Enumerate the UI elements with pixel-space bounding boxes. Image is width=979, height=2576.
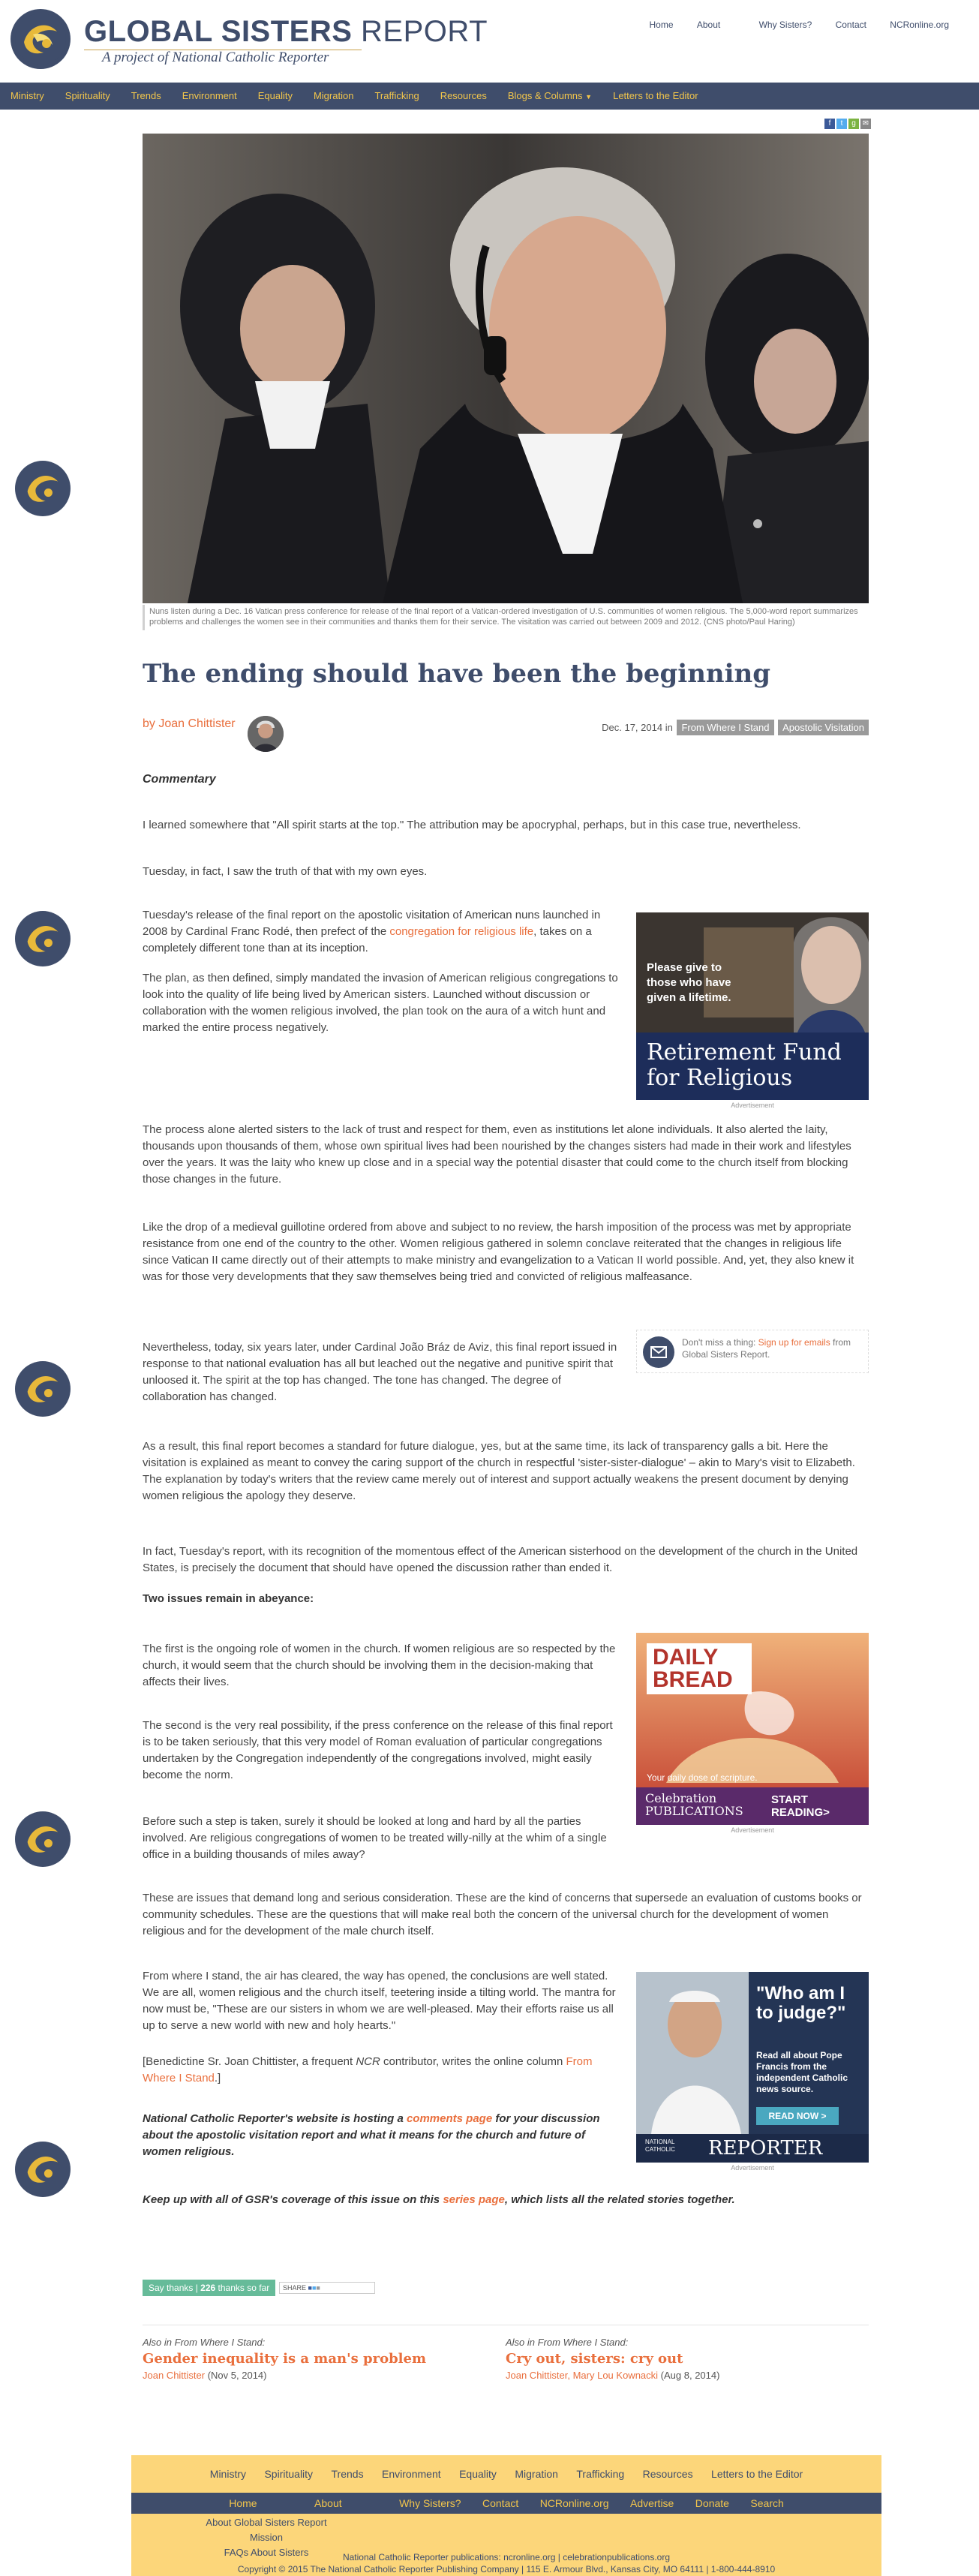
column-link[interactable]: From Where I Stand (143, 2055, 593, 2085)
footer-link-home[interactable]: Home (229, 2497, 257, 2509)
paragraph: From where I stand, the air has cleared, the way has opened, the conclusions are well stated. We are all, women religious and the church itself, teetering inside a tilting world. The mantra for now must be, "These are our sisters in whom we are well-pleased. May their efforts raise us all up to serve a new world with new and holy hearts." (143, 1970, 616, 2032)
signup-text: Don't miss a thing: (682, 1337, 758, 1348)
main-nav (0, 83, 979, 110)
bio-text: contributor, writes the online column (380, 2055, 566, 2068)
thanks-suffix: thanks so far (218, 2283, 270, 2293)
nav-spirituality[interactable]: Spirituality (65, 90, 110, 101)
footer-nav-ministry[interactable]: Ministry (209, 2468, 247, 2480)
footer-link-advertise[interactable]: Advertise (629, 2497, 674, 2509)
signup-link[interactable]: Sign up for emails (758, 1337, 830, 1348)
hero-caption: Nuns listen during a Dec. 16 Vatican press conference for release of the final report of a Vatican-ordered investigation of U.S. communities of women religious. The 5,000-word report summarizes problems and challenges the women see in their communities and thanks them for their service. The visitation was carried out between 2009 and 2012. (CNS photo/Paul Haring) (143, 605, 869, 630)
site-title[interactable] (84, 15, 488, 49)
google-plus-icon[interactable]: g (848, 119, 859, 129)
ad3-brand: REPORTER (708, 2137, 823, 2160)
ad-retirement-fund[interactable] (636, 912, 869, 1100)
side-globe-icon (15, 1361, 71, 1417)
byline-prefix: by (143, 717, 155, 730)
dateline-in: in (665, 722, 673, 733)
footer-nav-trafficking[interactable]: Trafficking (576, 2468, 625, 2480)
top-link-why-sisters[interactable]: Why Sisters? (758, 20, 812, 30)
email-signup-box (636, 1330, 869, 1373)
footer-nav-migration[interactable]: Migration (515, 2468, 558, 2480)
email-icon[interactable]: ✉ (860, 119, 871, 129)
section-heading: Two issues remain in abeyance: (143, 1592, 314, 1605)
footer-link-search[interactable]: Search (750, 2497, 784, 2509)
related-date: (Aug 8, 2014) (660, 2370, 720, 2381)
share-mini-icons: ■ (311, 2284, 317, 2292)
nav-blogs-columns[interactable] (497, 83, 602, 110)
copyright-text: Copyright © 2015 The National Catholic Reporter Publishing Company | 115 E. Armour Blvd., Kansas City, MO 64111 | 1-800-444-8910 (237, 2564, 776, 2574)
signup-text: from Global Sisters Report. (682, 1337, 851, 1360)
envelope-icon (643, 1336, 674, 1368)
ad2-brand: Celebration PUBLICATIONS (645, 1791, 743, 1818)
related-title-link[interactable]: Gender inequality is a man's problem (143, 2351, 426, 2367)
bio-text: [Benedictine Sr. Joan Chittister, a frequent (143, 2055, 356, 2068)
footer-link-about[interactable]: About (314, 2497, 342, 2509)
footer-pubs (131, 2551, 881, 2563)
paragraph: The second is the very real possibility, if the press conference on the release of this final report is to be taken seriously, that this very model of Roman evaluation of particular congregations undertaken by the Congregation independently of the congregations involved, might easily become the norm. (143, 1719, 613, 1781)
note-text: , which lists all the related stories together. (504, 2193, 735, 2206)
nav-ministry[interactable]: Ministry (11, 90, 44, 101)
dateline (602, 720, 869, 735)
footer-link-ncronline[interactable]: NCRonline.org (539, 2497, 609, 2509)
paragraph: The plan, as then defined, simply mandated the invasion of American religious congregations to look into the quality of life being lived by American sisters. Launched without discussion or collaboration with the women religious involved, the plan took on the aura of a witch hunt and marked the entire process negatively. (143, 972, 618, 1034)
say-thanks-button[interactable]: Say thanks | 226 thanks so far (143, 2280, 275, 2296)
say-thanks-label: Say thanks (149, 2283, 194, 2293)
footer-bar (131, 2493, 881, 2514)
ad3-quote: "Who am I to judge?" (756, 1983, 846, 2023)
footer-pubs-sep: | (555, 2552, 563, 2562)
ad-label: Advertisement (731, 1826, 774, 1834)
footer-link-contact[interactable]: Contact (482, 2497, 519, 2509)
top-links (629, 20, 950, 30)
footer-nav-resources[interactable]: Resources (642, 2468, 693, 2480)
paragraph: In fact, Tuesday's report, with its recognition of the momentous effect of the American sisterhood on the development of the church in the United States, is precisely the document that should have opened the discussion rather than ended it. (143, 1545, 858, 1574)
paragraph: These are issues that demand long and serious consideration. These are the kind of concerns that supersede an evaluation of customs books or community schedules. These are the questions that will make real both the concern of the universal church for the development of women religious and for the development of the male church itself. (143, 1892, 862, 1937)
related-story (506, 2337, 821, 2381)
footer-celebration-link[interactable]: celebrationpublications.org (563, 2552, 671, 2562)
related-kicker: Also in From Where I Stand: (143, 2337, 266, 2348)
note-text: for your discussion about the apostolic visitation report and what it means for the church and future of women religious. (143, 2112, 600, 2158)
top-link-contact[interactable]: Contact (835, 20, 866, 30)
side-globe-icon (15, 461, 71, 516)
top-link-home[interactable]: Home (649, 20, 674, 30)
footer-nav-environment[interactable]: Environment (382, 2468, 441, 2480)
note-text: National Catholic Reporter's website is hosting a (143, 2112, 407, 2125)
paragraph: I learned somewhere that "All spirit starts at the top." The attribution may be apocryphal, perhaps, but in this case true, nevertheless. (143, 819, 801, 831)
footer-nav-equality[interactable]: Equality (459, 2468, 497, 2480)
side-globe-icon (15, 2142, 71, 2197)
thanks-count: 226 (200, 2283, 216, 2293)
twitter-icon[interactable]: t (836, 119, 847, 129)
footer-mission[interactable]: Mission (249, 2532, 284, 2543)
paragraph: Tuesday, in fact, I saw the truth of that with my own eyes. (143, 865, 428, 878)
site-subtitle: A project of National Catholic Reporter (102, 50, 329, 65)
facebook-icon[interactable]: f (824, 119, 835, 129)
paragraph-text: Tuesday's release of the final report on the apostolic visitation of American nuns launched in 2008 by Cardinal Franc Rodé, then prefect of the (143, 909, 601, 938)
related-author-link[interactable]: Joan Chittister, Mary Lou Kownacki (506, 2370, 659, 2381)
nav-trafficking[interactable]: Trafficking (374, 90, 419, 101)
share-label: SHARE (283, 2284, 307, 2292)
chevron-down-icon: ▼ (585, 93, 593, 101)
nav-resources[interactable]: Resources (440, 90, 487, 101)
ad-label: Advertisement (731, 2164, 774, 2172)
ad2-cta-button[interactable]: START READING> (771, 1793, 830, 1819)
footer-link-donate[interactable]: Donate (695, 2497, 729, 2509)
nav-equality[interactable]: Equality (257, 90, 293, 101)
paragraph: Nevertheless, today, six years later, under Cardinal João Bráz de Aviz, this final report issued in response to that national evaluation has all but leached out the negative and punitive spirit that unloosed it. The spirit at the top has changed. The tone has changed. The degree of collaboration has changed. (143, 1341, 617, 1403)
paragraph-text: , takes on a completely different tone than at its inception. (143, 925, 592, 954)
related-meta (143, 2370, 458, 2381)
related-meta (506, 2370, 821, 2381)
commentary-label: Commentary (143, 773, 216, 786)
paragraph: Before such a step is taken, surely it should be looked at long and hard by all the parties involved. Are religious congregations of women to be treated willy-nilly at the whim of a single office in a building thousands of miles away? (143, 1815, 607, 1861)
related-author-link[interactable]: Joan Chittister (143, 2370, 206, 2381)
note-text: Keep up with all of GSR's coverage of this issue on this (143, 2193, 443, 2206)
nav-letters[interactable]: Letters to the Editor (613, 90, 698, 101)
tag-from-where-i-stand[interactable]: From Where I Stand (677, 720, 773, 735)
article-date: Dec. 17, 2014 (602, 722, 663, 733)
side-globe-icon (15, 1811, 71, 1867)
side-globe-icon (15, 911, 71, 966)
site-footer (131, 2455, 881, 2576)
paragraph: The process alone alerted sisters to the lack of trust and respect for them, even as institutions let alone individuals. It also alerted the laity, thousands upon thousands of them, whose own spiritual lives had been nourished by the changes sisters had made in their work and lifestyles over the years. It was the laity who knew up close and in a special way the potential disaster that could come to the church itself from blocking those changes in the future. (143, 1123, 851, 1186)
related-kicker: Also in From Where I Stand: (506, 2337, 629, 2348)
ad2-title: DAILY BREAD (647, 1643, 752, 1694)
ad-daily-bread[interactable] (636, 1633, 869, 1825)
article-title: The ending should have been the beginning (143, 659, 771, 689)
paragraph: The first is the ongoing role of women in the church. If women religious are so respected by the church, it would seem that the church should be involving them in the decision-making that affects their lives. (143, 1643, 616, 1688)
ad1-text: Please give to those who have given a lifetime. (647, 961, 731, 1004)
ad3-brand-small: NATIONAL CATHOLIC (645, 2139, 675, 2153)
top-link-ncronline[interactable]: NCRonline.org (890, 20, 949, 30)
share-mini-icons: ■ (316, 2284, 320, 2292)
author-avatar[interactable] (248, 716, 284, 752)
paragraph (143, 2054, 623, 2087)
footer-faqs[interactable]: FAQs About Sisters (224, 2547, 309, 2558)
footer-copyright (131, 2551, 881, 2575)
nav-migration[interactable]: Migration (313, 90, 354, 101)
author-link[interactable]: Joan Chittister (158, 717, 236, 730)
bio-text: .] (214, 2072, 221, 2085)
series-page-link[interactable]: series page (443, 2193, 505, 2206)
share-mini-icons: ■ (308, 2284, 312, 2292)
site-title-bold: GLOBAL SISTERS (84, 15, 353, 48)
paragraph: Like the drop of a medieval guillotine ordered from above and subject to no review, the harsh imposition of the process was met by appropriate resistance from one end of the country to the other. Women religious gathered in solemn conclave reiterated that the changes in religious life since Vatican II came directly out of their attempts to make ministry and evangelization to a Vatican II world possible. And, yet, they also knew it was for those very developments that they saw themselves being tried and convicted of religious malfeasance. (143, 1221, 854, 1283)
share-button[interactable] (279, 2282, 375, 2294)
related-title-link[interactable]: Cry out, sisters: cry out (506, 2351, 683, 2367)
share-icons (823, 116, 871, 129)
ad3-cta-button[interactable]: READ NOW > (756, 2107, 839, 2125)
tag-apostolic-visitation[interactable]: Apostolic Visitation (778, 720, 869, 735)
ad3-text: Read all about Pope Francis from the independent Catholic news source. (756, 2050, 848, 2094)
footer-about-gsr[interactable]: About Global Sisters Report (206, 2517, 327, 2528)
globe-logo-icon[interactable] (11, 9, 71, 69)
footer-nav-trends[interactable]: Trends (331, 2468, 364, 2480)
footer-ncronline-link[interactable]: ncronline.org (503, 2552, 556, 2562)
paragraph (143, 907, 623, 957)
site-title-light: REPORT (361, 15, 488, 48)
hero-photo (143, 134, 869, 603)
footer-pubs-label: National Catholic Reporter publications: (342, 2552, 504, 2562)
ad-label: Advertisement (731, 1102, 774, 1109)
ad2-tagline: Your daily dose of scripture. (647, 1772, 758, 1783)
byline (143, 717, 236, 731)
paragraph (143, 2111, 623, 2160)
paragraph: As a result, this final report becomes a standard for future dialogue, yes, but at the same time, its lack of transparency galls a bit. Here the visitation is explained as meant to convey the caring support of the church in respectful 'sister-sister-dialogue' – akin to Mary's visit to Elizabeth. The explanation by today's writers that the review came merely out of interest and support actually weakens the present document by denying women religious the apology they deserve. (143, 1440, 855, 1502)
nav-environment[interactable]: Environment (182, 90, 237, 101)
related-story (143, 2337, 458, 2381)
top-link-about[interactable]: About (696, 20, 721, 30)
footer-nav-spirituality[interactable]: Spirituality (264, 2468, 314, 2480)
ad-ncr-pope[interactable] (636, 1972, 869, 2163)
bio-ncr: NCR (356, 2055, 380, 2068)
ad1-title: Retirement Fund for Religious (647, 1039, 842, 1091)
comments-page-link[interactable]: comments page (406, 2112, 493, 2125)
footer-link-why-sisters[interactable]: Why Sisters? (399, 2497, 461, 2509)
paragraph (143, 2192, 869, 2208)
site-header (0, 0, 979, 83)
nav-trends[interactable]: Trends (131, 90, 161, 101)
footer-nav-letters[interactable]: Letters to the Editor (711, 2468, 803, 2480)
nav-blogs-columns-label: Blogs & Columns (507, 90, 583, 101)
congregation-link[interactable]: congregation for religious life (389, 925, 534, 938)
related-date: (Nov 5, 2014) (207, 2370, 267, 2381)
footer-nav (131, 2455, 881, 2493)
